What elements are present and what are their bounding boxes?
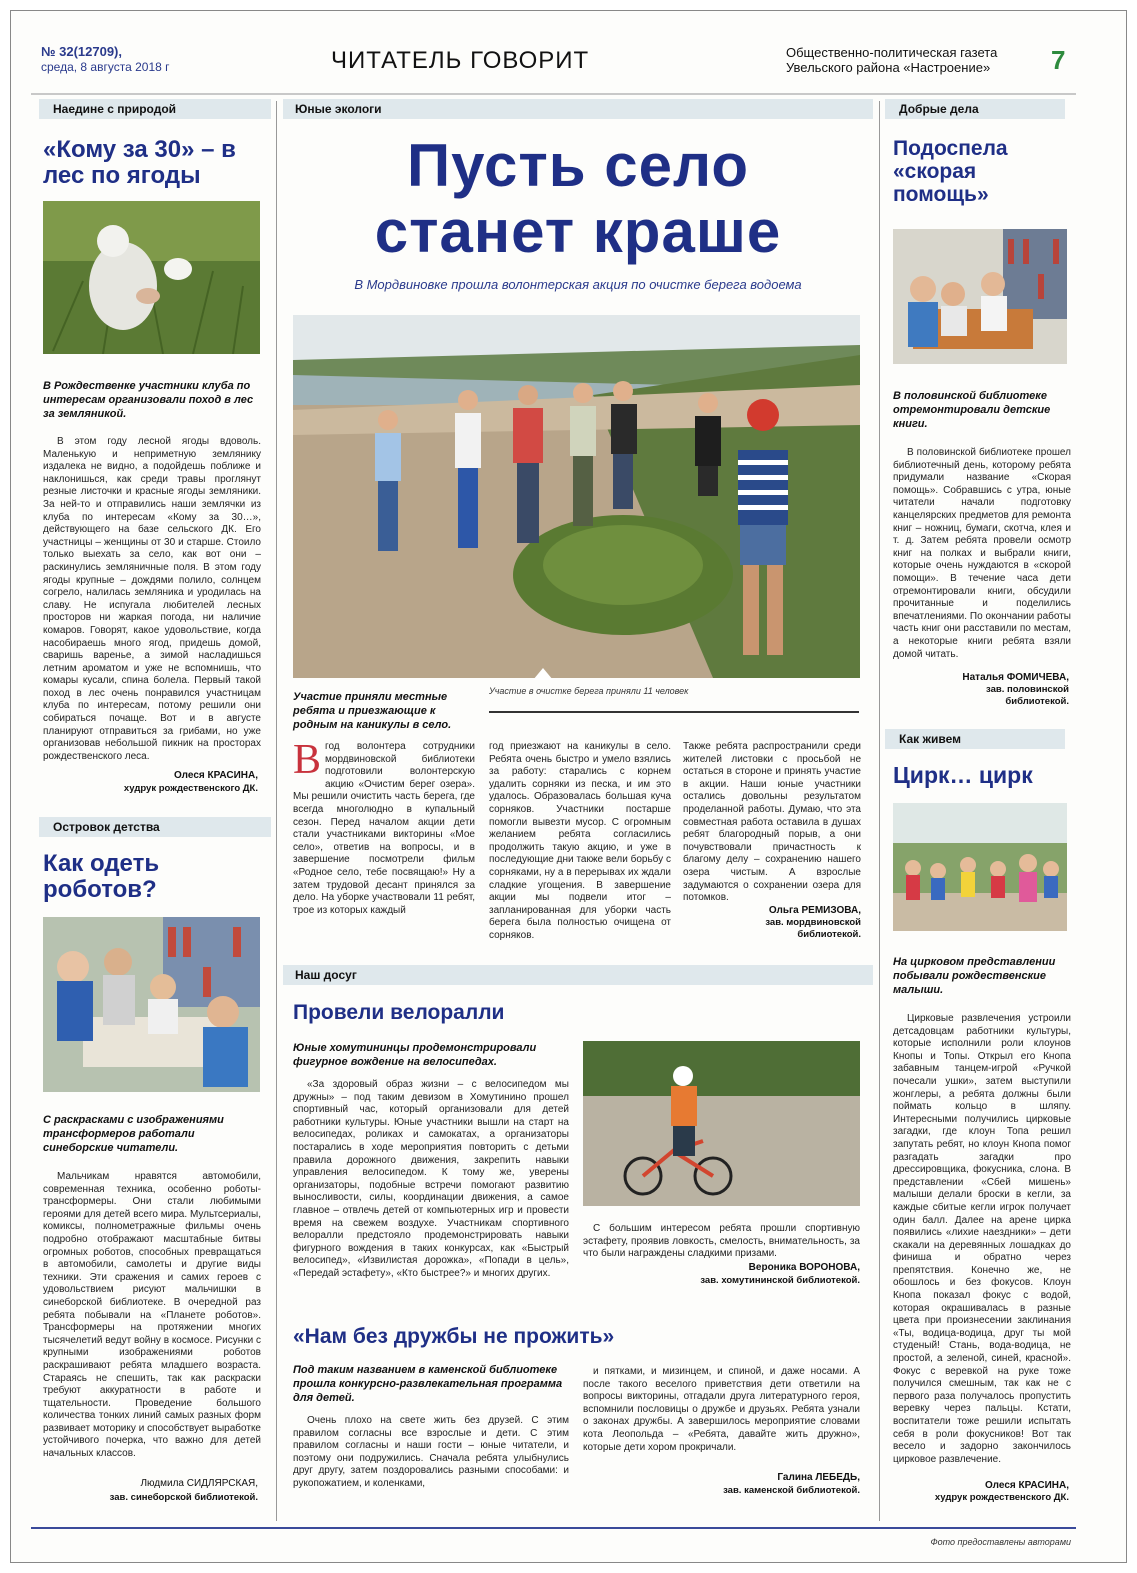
rubric-tag: Наш досуг (283, 965, 873, 985)
main-article-title (283, 133, 873, 265)
rubric-tag: Добрые дела (885, 99, 1065, 119)
rubric-tag: Наедине с природой (39, 99, 271, 119)
article-body-col2: год приезжают на каникулы в село. Ребята очень быстро и умело взялись за работу: старались с корнем удалить сорняки из песка, и им это удалось. Образовалась большая куча сорняков. Участники постарше помогли вывезти мусор. С огромным желанием ребята согласились продолжить такую акцию, и уже в последующие дни также вели борьбу с сорняками, ну а в перерывах их ждали сладкие угощения. В завершение акции мы подвели итог – запланированная для уборки часть берега была полностью очищена от сорняков. (489, 741, 671, 941)
issue-number: № 32(12709), (41, 44, 122, 59)
article-author-role: зав. мордвиновской (765, 917, 861, 928)
newspaper-name-line1: Общественно-политическая газета (786, 45, 998, 60)
newspaper-page (10, 10, 1127, 1563)
article-lead: С раскрасками с изображениями трансформеров работали синеборские читатели. (43, 1114, 224, 1154)
article-title: Цирк… цирк (893, 762, 1033, 788)
article-title: «Кому за 30» – в лес по ягоды (43, 136, 236, 190)
header-divider (31, 93, 1076, 95)
article-body-col3: Также ребята распространили среди жителей листовки с просьбой не остаться в стороне и принять участие в акции. Наши юные участники остались довольны результатом проделанной работы. Думаю, что эта совместная работа оставила в душах ребят благородный порыв, а они почувствовали причастность к благому делу – сохранению нашего озера чистым. А взрослые задумаются о сохранении озера для потомков. (683, 741, 861, 904)
article-author: Олеся КРАСИНА, (985, 1480, 1069, 1491)
issue-date: среда, 8 августа 2018 г (41, 60, 170, 74)
article-author: Ольга РЕМИЗОВА, (768, 905, 861, 916)
article-author: Людмила СИДЛЯРСКАЯ, (140, 1478, 258, 1489)
library-repair-photo (893, 229, 1067, 364)
article-lead: В Рождественке участники клуба по интересам организовали поход в лес за земляникой. (43, 380, 254, 420)
photo-caption: Участие в очистке берега приняли 11 человек (489, 686, 689, 696)
article-lead: Под таким названием в каменской библиотеке прошла конкурсно-развлекательная программа для детей. (293, 1364, 563, 1404)
article-author: Вероника ВОРОНОВА, (748, 1262, 860, 1273)
caption-rule (489, 711, 859, 713)
main-title-line2: станет краше (374, 198, 782, 265)
article-title: «Нам без дружбы не прожить» (293, 1325, 615, 1348)
article-body: «За здоровый образ жизни – с велосипедом мы дружны» – под таким девизом в Хомутинино прошел спортивный час, который организовали для детей работники культуры. Юные участники вышли на старт на велосипедах, роликах и самокатах, а организаторы постарались в ходе мероприятия повторить с детьми правила дорожного движения, закрепить навыки управления велосипедом. К тому же, уверены организаторы, подобные встречи помогают развитию выносливости, силы, координации движения, а самое главное – отвлечь детей от компьютерных игр и провести время на свежем воздухе. Участникам спортивного велоралли предстояло продемонстрировать навыки фигурного вождения в таких конкурсах, как «Быстрый велосипед», «Извилистая дорожка», «Попади в цель», «Передай эстафету», «Кто быстрее?» и многих других. (293, 1079, 569, 1279)
article-text: год волонтера сотрудники мордвиновской библиотеки подготовили волонтерскую акцию «Очистим берег озера». Мы решили очистить часть берега, где всегда многолюдно в купальный сезон. Перед началом акции дети стали участниками викторины «Мое село», ответив на вопросы, и в завершение посмотрели фильм «Родное село, тебе посвящаю!» Ну а затем трудовой десант принялся за дело. На уборке участвовали 11 ребят, трое из которых каждый (293, 741, 475, 916)
article-lead: На цирковом представлении побывали рождественские малыши. (893, 956, 1056, 996)
photo-side-text: С большим интересом ребята прошли спортивную эстафету, проявив ловкость, смелость, внимательность, за что были награждены сладкими призами. (583, 1223, 860, 1260)
circus-photo (893, 803, 1067, 931)
rubric-tag: Островок детства (39, 817, 271, 837)
article-author-role: зав. половинской (986, 684, 1069, 695)
article-author: Наталья ФОМИЧЕВА, (962, 672, 1069, 683)
article-author-role: худрук рождественского ДК. (934, 1492, 1069, 1503)
main-article-subtitle: В Мордвиновке прошла волонтерская акция по очистке берега водоема (354, 277, 802, 292)
article-body-col2: и пятками, и мизинцем, и спиной, и даже носами. А после такого веселого приветствия дети ответили на вопросы викторины, отгадали друга литературного героя, вспомнили пословицы о дружбе и друзьях. Ребята узнали о законах дружбы. А завершилось мероприятие словами кота Леопольда – «Ребята, давайте жить дружно», которые дети хором прокричали. (583, 1366, 860, 1453)
article-title: Провели велоралли (293, 1001, 505, 1024)
drop-cap: В (293, 737, 322, 783)
article-author-role: библиотекой. (1005, 696, 1069, 707)
page-rubric: ЧИТАТЕЛЬ ГОВОРИТ (331, 47, 590, 74)
volunteers-beach-photo (293, 315, 860, 678)
article-body-col1: Очень плохо на свете жить без друзей. С этим правилом согласны все взрослые и дети. С этим правилом согласны и наши гости – юные читатели, и поэтому они подружились. Сначала ребята улыбнулись друг другу, затем поздоровались разными способами: и рукопожатием, и коленками, (293, 1415, 569, 1489)
article-author-role: библиотекой. (797, 929, 861, 940)
column-divider-left (276, 101, 277, 1521)
article-lead: В половинской библиотеке отремонтировали детские книги. (893, 390, 1051, 430)
berry-picking-photo (43, 201, 260, 354)
bicycle-photo (583, 1041, 860, 1206)
article-body-col1 (293, 737, 475, 917)
column-divider-right (879, 101, 880, 1521)
article-body: В половинской библиотеке прошел библиотечный день, которому ребята придумали название «Скорая помощь». Собравшись с утра, юные читатели начали подготовку канцелярских предметов для ремонта книг – ножниц, бумаги, скотча, клея и т. д. Затем ребята провели осмотр книг на полках и выбрали книги, которые очень нуждаются в «скорой помощи». В течение часа дети отремонтировали книги, обсудили прочитанные и поделились впечатлениями. По окончании работы часть книг они расставили по местам, а некоторые книги ребята взяли домой читать. (893, 447, 1071, 660)
robots-coloring-photo (43, 917, 260, 1092)
article-author-role: зав. синеборской библиотекой. (109, 1492, 258, 1503)
caption-pointer-icon (533, 668, 553, 680)
article-lead: Участие приняли местные ребята и приезжающие к родным на каникулы в село. (293, 691, 452, 731)
article-body: Мальчикам нравятся автомобили, современная техника, особенно роботы-трансформеры. Они стали любимыми героями для детей всего мира. Мультсериалы, комиксы, полнометражные фильмы очень подробно отображают масштабные битвы огромных роботов, способных превращаться в автомобили, самолеты и другие виды техники. Эти сражения и самих героев с удовольствием рисуют мальчишки в синеборской библиотеке. В очередной раз ребята побывали на «Планете роботов». Трансформеры на протяжении многих тысячелетий ведут войну в космосе. Рисунки с крупными изображениями роботов раскрашивают ребята младшего возраста. Стараясь не спешить, так как раскраски требуют аккуратности в работе и тщательности. Проведение большого количества тонких линий самых разных форм развивает моторику и способствует выработке устойчивого почерка, что важно для детей начальных классов. (43, 1171, 261, 1460)
article-title: Как одеть роботов? (43, 850, 160, 904)
article-author-role: зав. каменской библиотекой. (723, 1485, 860, 1496)
rubric-tag: Как живем (885, 729, 1065, 749)
page-number: 7 (1051, 45, 1066, 75)
article-lead: Юные хомутининцы продемонстрировали фигурное вождение на велосипедах. (293, 1042, 537, 1068)
rubric-tag: Юные экологи (283, 99, 873, 119)
newspaper-name-line2: Увельского района «Настроение» (786, 60, 991, 75)
main-title-line1: Пусть село (406, 132, 750, 199)
photo-credit: Фото предоставлены авторами (930, 1537, 1071, 1547)
article-author-role: худрук рождественского ДК. (123, 783, 258, 794)
article-author: Олеся КРАСИНА, (174, 770, 258, 781)
article-body: В этом году лесной ягоды вдоволь. Маленькую и неприметную землянику издалека не видно, а подойдешь поближе и наклонишься, как среди травы проглянут резные листочки и красные ягоды земляники. За ней-то и отправились наши землячки из клуба по интересам «Кому за 30…», действующего на базе сельского ДК. Его участницы – женщины от 30 и старше. Стоило только выехать за село, как вот они – раскинулись земляничные поля. В этом году ягоды крупные – дождями полило, солнцем согрело, налилась земляника и уродилась на славу. Не испугала любителей лесных просторов ни жаркая погода, ни наличие комаров. Говорят, какое удовольствие, когда насобираешь много ягод, придешь домой, сваришь варенье, а зимой насладишься летним ароматом и уже не вспомнишь, что комары кусали, спина болела. Первый такой поход в лес очень понравился участницам клуба по интересам, потому решили они собираться почаще. Вот и в августе планируют отправиться за грибами, но уже организовав небольшой пикник на просторах рождественского леса. (43, 436, 261, 762)
article-title: Подоспела «скорая помощь» (893, 137, 1008, 207)
footer-rule (31, 1527, 1076, 1529)
article-author-role: зав. хомутининской библиотекой. (700, 1275, 860, 1286)
article-author: Галина ЛЕБЕДЬ, (777, 1472, 860, 1483)
article-body: Цирковые развлечения устроили детсадовцам работники культуры, которые исполнили роли клоунов Кнопы и Топы. Открыл его Кнопа забавным танцем-игрой «Ручкой почесали ушки», затем выступили жонглеры, а ребята должны были поймать кольцо в шляпу. Интересными получились цирковые загадки, где клоун Топа решил запутать ребят, но клоун Кнопа помог разгадать загадки про дрессировщика, фокусника, слона. В представлении «Сбей мишень» малыши делали броски в кегли, за каждые сбитые кегли игрок получает один балл. Далее на арене цирка появились «лихие наездники» – дети скакали на деревянных лошадках до финиша и обратно через препятствия. Конечно же, не обошлось и без фокусов. Клоун Кнопа показал фокус с водой, которая окрашивалась в разные цвета при произнесении заклинания «Ты, водица-водица, друг ты мой студеный! Стань, вода-водица, не простой, а зеленой, синей, красной». Фокус с веревкой на руке тоже получился смешным, так как не с первого раза получалось пропустить веревку через пальцы. Кстати, воспитатели тоже решили испытать себя в роли фокусников! Вот так весело и задорно закончилось цирковое развлечение. (893, 1013, 1071, 1465)
newspaper-name (786, 45, 1046, 75)
